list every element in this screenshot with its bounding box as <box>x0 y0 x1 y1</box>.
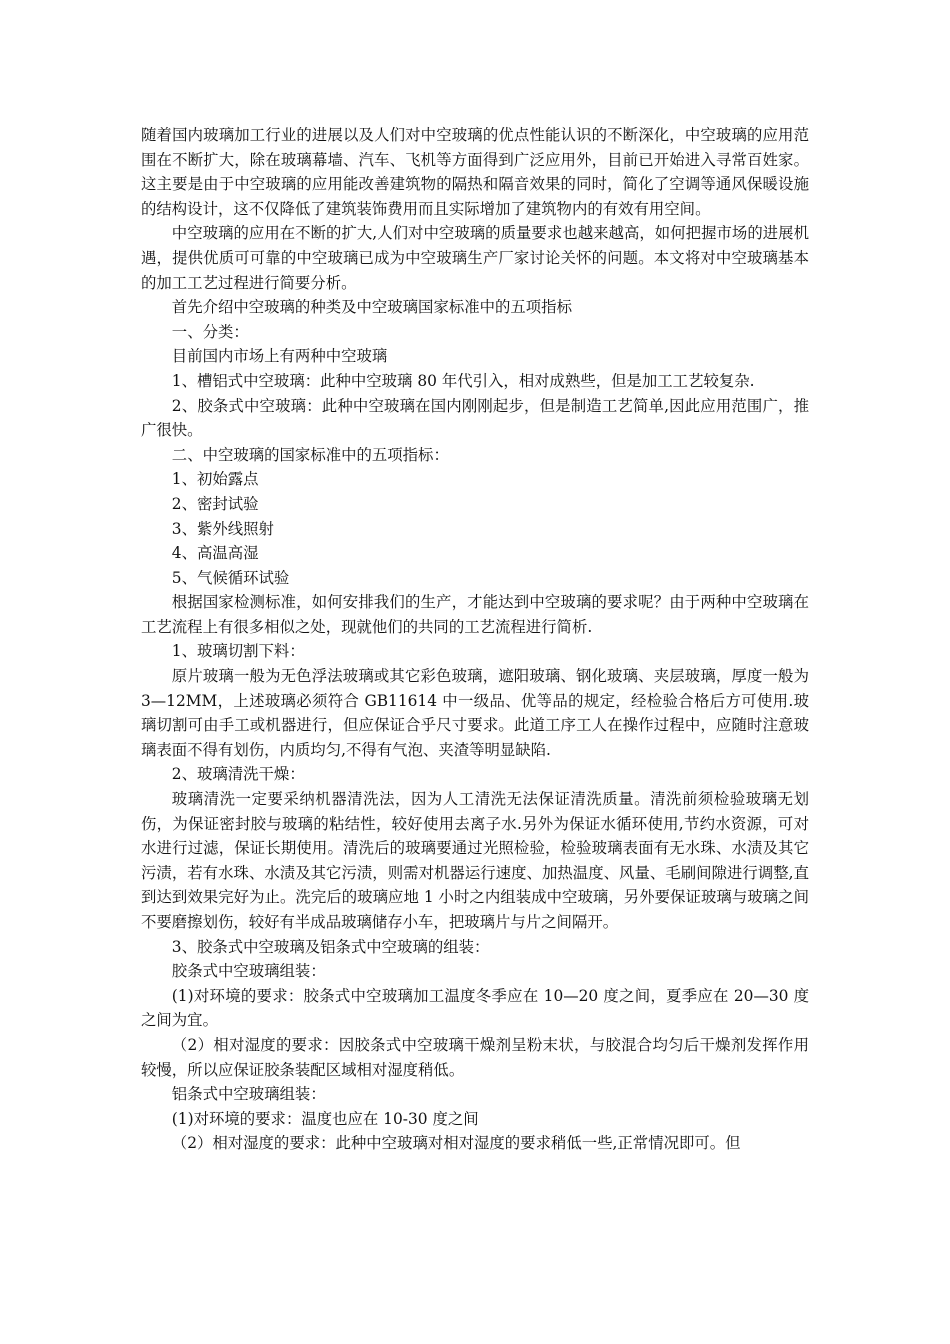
paragraph: 3、胶条式中空玻璃及铝条式中空玻璃的组装： <box>171 937 490 956</box>
paragraph: 铝条式中空玻璃组装： <box>171 1085 326 1104</box>
paragraph: （2）相对湿度的要求：因胶条式中空玻璃干燥剂呈粉末状，与胶混合均匀后干燥剂发挥作用较慢，所以应保证胶条装配区域相对湿度稍低。 <box>141 1035 809 1079</box>
paragraph: 2、密封试验 <box>171 494 259 513</box>
paragraph: 4、高温高湿 <box>171 544 259 563</box>
document-body <box>141 123 809 1156</box>
paragraph: 胶条式中空玻璃组装： <box>171 962 326 981</box>
paragraph: 根据国家检测标准，如何安排我们的生产，才能达到中空玻璃的要求呢？由于两种中空玻璃在工艺流程上有很多相似之处，现就他们的共同的工艺流程进行简析. <box>141 593 809 636</box>
paragraph: 1、初始露点 <box>171 470 259 489</box>
paragraph: 原片玻璃一般为无色浮法玻璃或其它彩色玻璃，遮阳玻璃、钢化玻璃、夹层玻璃，厚度一般为 3—12MM，上述玻璃必须符合 GB11614 中一级品、优等品的规定，经检验合格后方可使用.玻璃切割可由手工或机器进行，但应保证合乎尺寸要求。此道工序工人在操作过程中，应随时注意玻璃表面不得有划伤，内质均匀,不得有气泡、夹渣等明显缺陷. <box>141 667 809 759</box>
paragraph: 3、紫外线照射 <box>171 519 274 538</box>
paragraph: 2、胶条式中空玻璃：此种中空玻璃在国内刚刚起步，但是制造工艺简单,因此应用范围广，推广很快。 <box>141 396 809 440</box>
paragraph: 1、玻璃切割下料： <box>171 642 305 661</box>
paragraph: 目前国内市场上有两种中空玻璃 <box>171 347 388 366</box>
paragraph: 首先介绍中空玻璃的种类及中空玻璃国家标准中的五项指标 <box>171 298 572 317</box>
paragraph: 随着国内玻璃加工行业的进展以及人们对中空玻璃的优点性能认识的不断深化，中空玻璃的应用范围在不断扩大，除在玻璃幕墙、汽车、飞机等方面得到广泛应用外，目前已开始进入寻常百姓家。这主要是由于中空玻璃的应用能改善建筑物的隔热和隔音效果的同时，简化了空调等通风保暖设施的结构设计，这不仅降低了建筑装饰费用而且实际增加了建筑物内的有效有用空间。 <box>141 126 809 218</box>
paragraph: 中空玻璃的应用在不断的扩大,人们对中空玻璃的质量要求也越来越高，如何把握市场的进展机遇，提供优质可可靠的中空玻璃已成为中空玻璃生产厂家讨论关怀的问题。本文将对中空玻璃基本的加工工艺过程进行简要分析。 <box>141 224 809 292</box>
paragraph: 一、分类： <box>171 322 249 341</box>
paragraph: 二、中空玻璃的国家标准中的五项指标： <box>171 445 449 464</box>
paragraph: 1、槽铝式中空玻璃：此种中空玻璃 80 年代引入，相对成熟些，但是加工工艺较复杂. <box>171 371 755 390</box>
paragraph: 玻璃清洗一定要采纳机器清洗法，因为人工清洗无法保证清洗质量。清洗前须检验玻璃无划伤，为保证密封胶与玻璃的粘结性，较好使用去离子水.另外为保证水循环使用,节约水资源，可对水进行过滤，保证长期使用。清洗后的玻璃要通过光照检验，检验玻璃表面有无水珠、水渍及其它污渍，若有水珠、水渍及其它污渍，则需对机器运行速度、加热温度、风量、毛刷间隙进行调整,直到达到效果完好为止。洗完后的玻璃应地 1 小时之内组装成中空玻璃，另外要保证玻璃与玻璃之间不要磨擦划伤，较好有半成品玻璃储存小车，把玻璃片与片之间隔开。 <box>141 790 809 931</box>
paragraph: (1)对环境的要求：温度也应在 10-30 度之间 <box>171 1109 479 1128</box>
paragraph: （2）相对湿度的要求：此种中空玻璃对相对湿度的要求稍低一些,正常情况即可。但 <box>171 1134 741 1153</box>
paragraph: 5、气候循环试验 <box>171 568 290 587</box>
paragraph: 2、玻璃清洗干燥： <box>171 765 305 784</box>
paragraph: (1)对环境的要求：胶条式中空玻璃加工温度冬季应在 10—20 度之间，夏季应在 20—30 度之间为宜。 <box>141 986 809 1030</box>
